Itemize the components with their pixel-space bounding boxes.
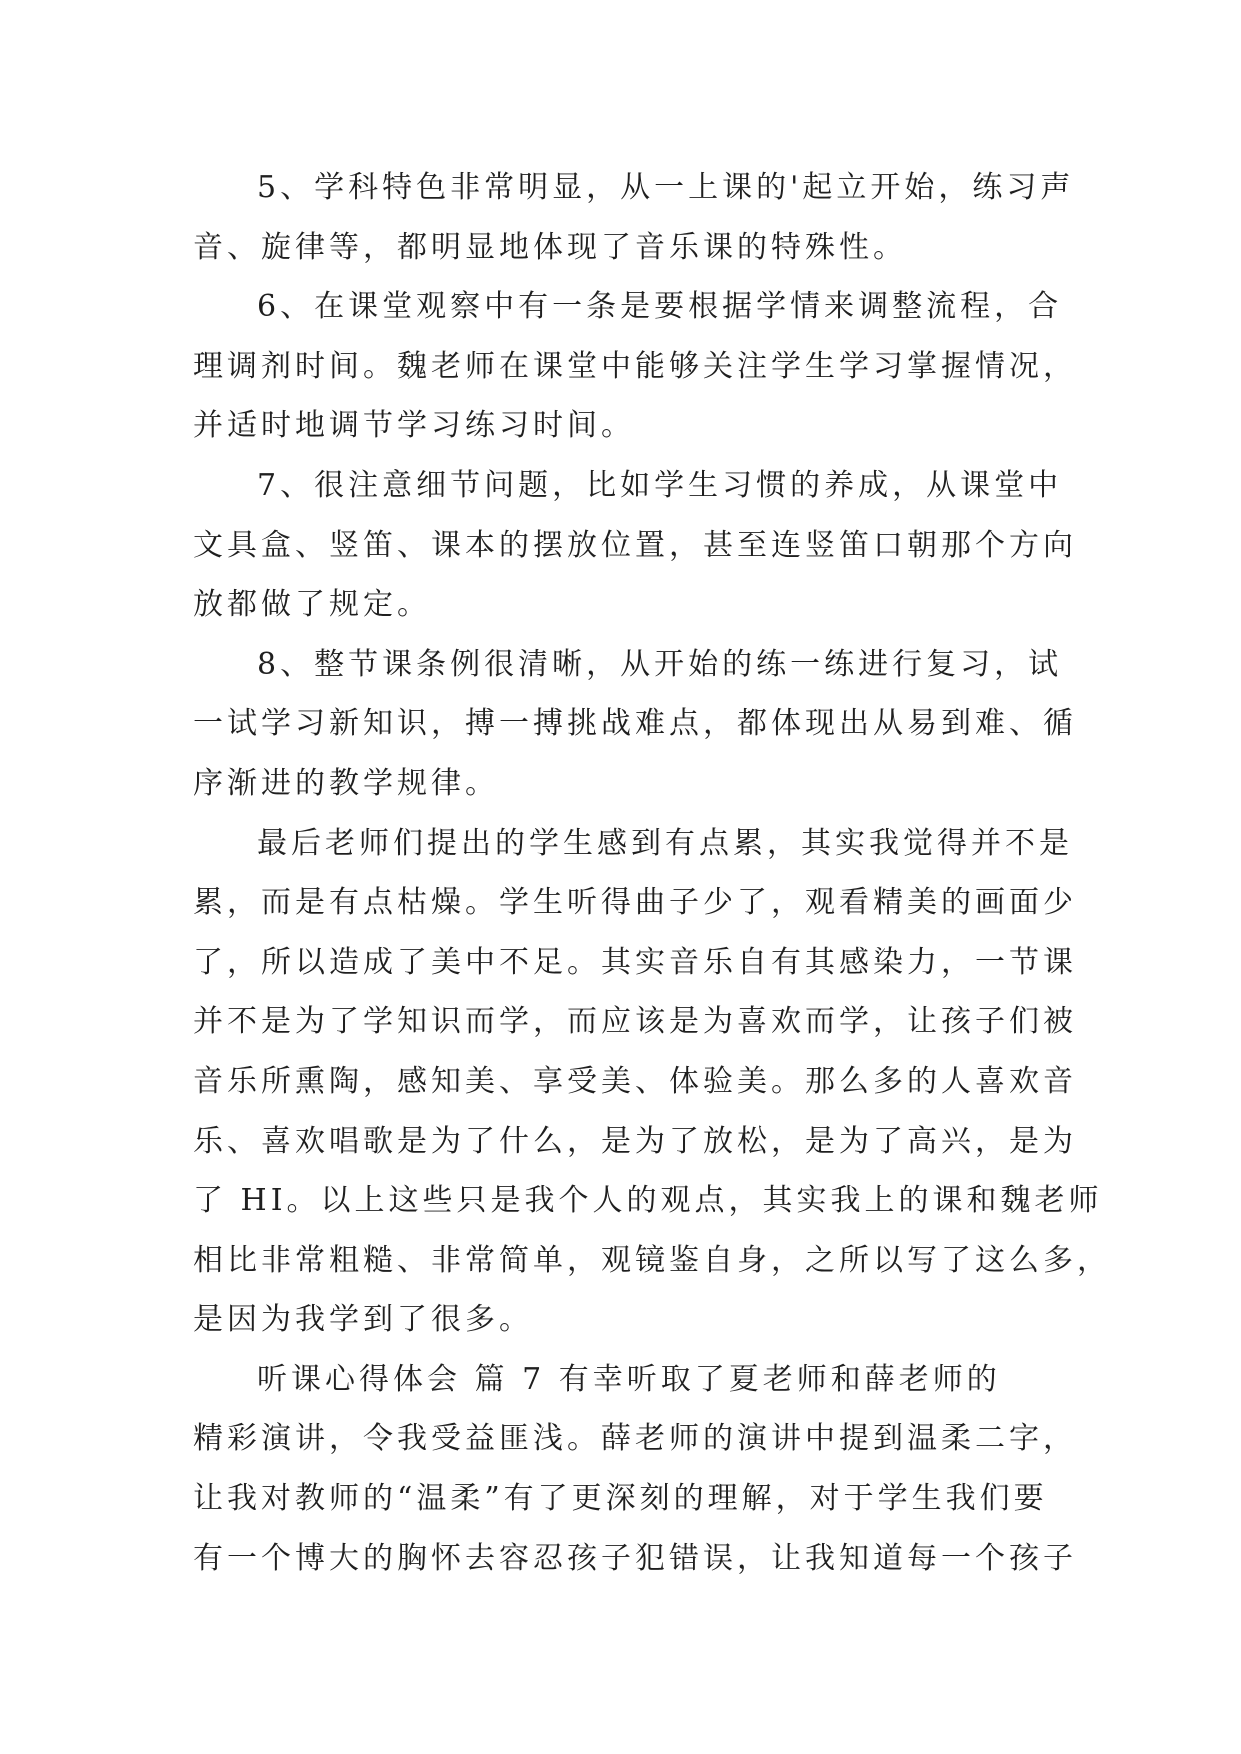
text-line: 累，而是有点枯燥。学生听得曲子少了，观看精美的画面少 — [193, 885, 1077, 921]
text-line: 音乐所熏陶，感知美、享受美、体验美。那么多的人喜欢音 — [193, 1063, 1077, 1099]
text-line: 让我对教师的“温柔”有了更深刻的理解，对于学生我们要 — [193, 1481, 1048, 1517]
text-line: 了，所以造成了美中不足。其实音乐自有其感染力，一节课 — [193, 944, 1077, 980]
text-line: 并不是为了学知识而学，而应该是为喜欢而学，让孩子们被 — [193, 1004, 1077, 1040]
text-line: 是因为我学到了很多。 — [193, 1302, 533, 1338]
text-line: 5、学科特色非常明显，从一上课的'起立开始，练习声 — [257, 170, 1075, 205]
text-line: 8、整节课条例很清晰，从开始的练一练进行复习，试 — [257, 646, 1063, 682]
text-line: 精彩演讲，令我受益匪浅。薛老师的演讲中提到温柔二字， — [193, 1421, 1077, 1457]
text-line: 放都做了规定。 — [193, 587, 431, 623]
text-line: 理调剂时间。魏老师在课堂中能够关注学生学习掌握情况， — [193, 348, 1077, 384]
text-line: 6、在课堂观察中有一条是要根据学情来调整流程，合 — [257, 289, 1063, 325]
text-line: 一试学习新知识，搏一搏挑战难点，都体现出从易到难、循 — [193, 706, 1077, 742]
text-line: 有一个博大的胸怀去容忍孩子犯错误，让我知道每一个孩子 — [193, 1540, 1077, 1576]
text-line: 听课心得体会 篇 7 有幸听取了夏老师和薛老师的 — [257, 1361, 1001, 1397]
text-line: 文具盒、竖笛、课本的摆放位置，甚至连竖笛口朝那个方向 — [193, 527, 1077, 563]
text-line: 乐、喜欢唱歌是为了什么，是为了放松，是为了高兴，是为 — [193, 1123, 1077, 1159]
text-line: 最后老师们提出的学生感到有点累，其实我觉得并不是 — [257, 825, 1073, 861]
text-line: 了 HI。以上这些只是我个人的观点，其实我上的课和魏老师 — [193, 1183, 1103, 1219]
text-line: 并适时地调节学习练习时间。 — [193, 408, 635, 444]
text-line: 序渐进的教学规律。 — [193, 765, 499, 801]
text-line: 相比非常粗糙、非常简单，观镜鉴自身，之所以写了这么多， — [193, 1242, 1111, 1278]
body-text — [193, 158, 1111, 1588]
text-line: 音、旋律等，都明显地体现了音乐课的特殊性。 — [193, 229, 907, 265]
text-line: 7、很注意细节问题，比如学生习惯的养成，从课堂中 — [257, 467, 1063, 503]
